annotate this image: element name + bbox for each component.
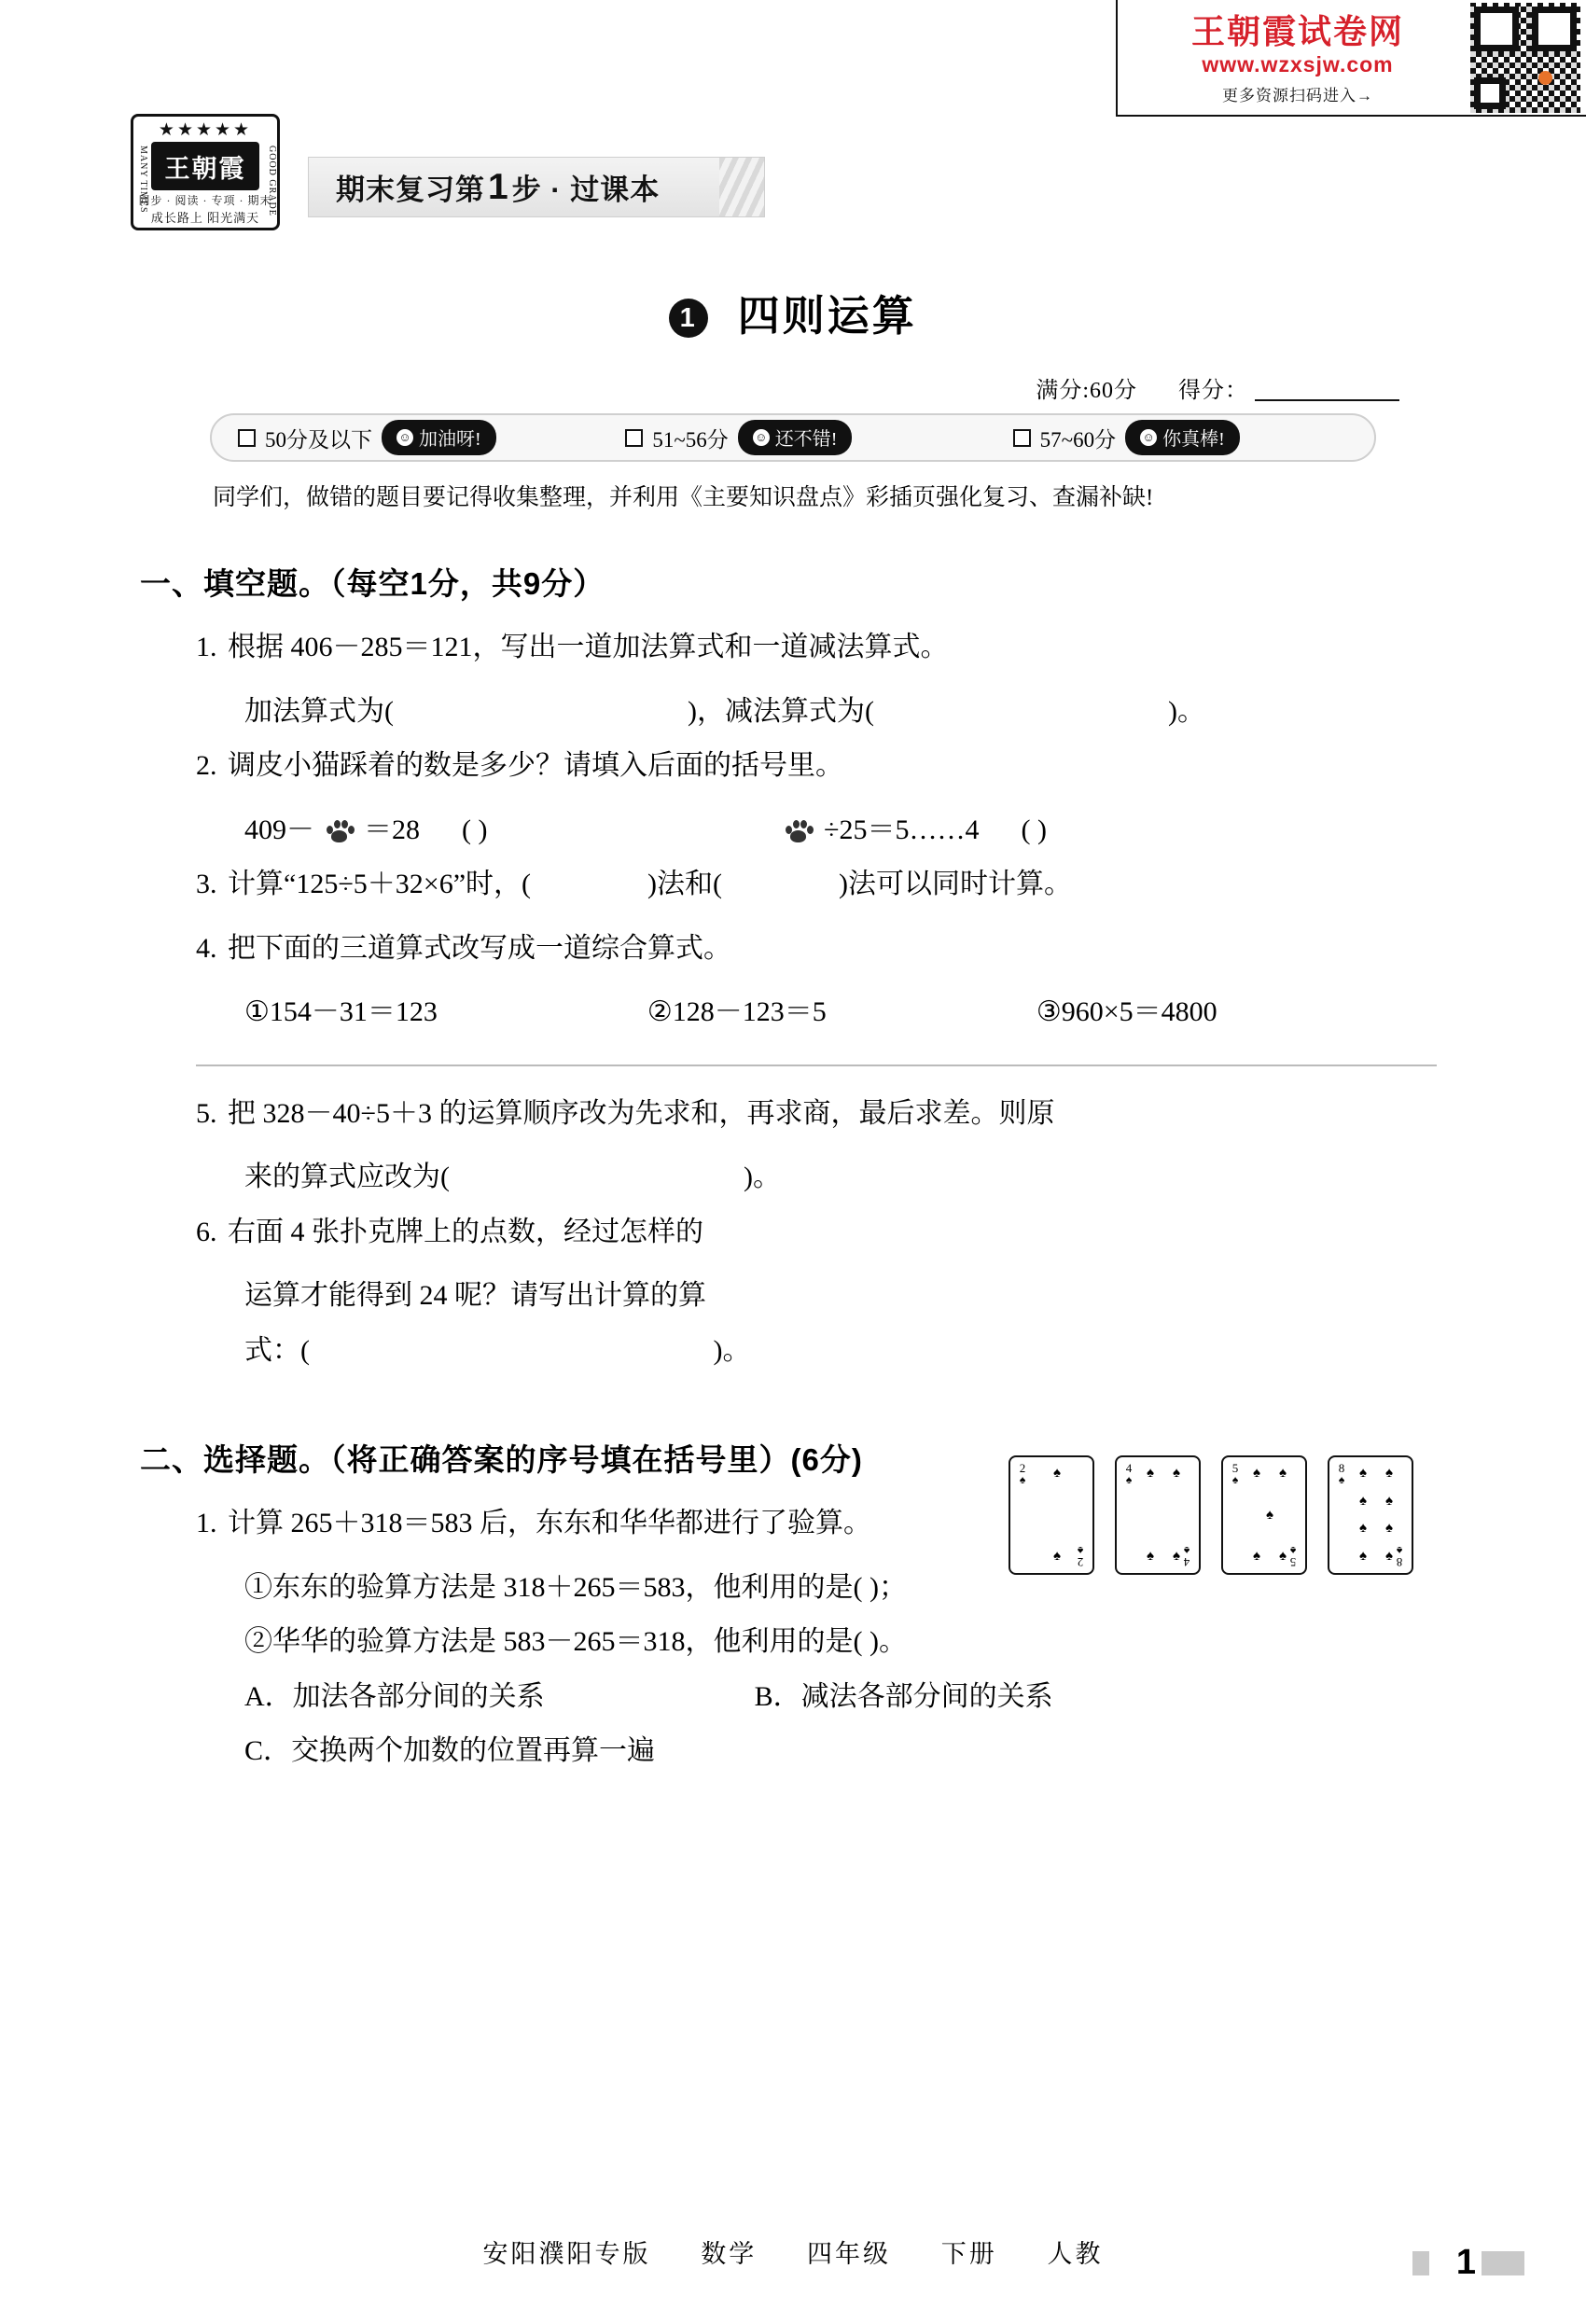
question-1-6-answer-line (244, 1324, 1586, 1379)
spade-icon: ♠ (1338, 1473, 1345, 1486)
equation-2: ②128－123＝5 (647, 996, 827, 1027)
page-footer (0, 2234, 1586, 2270)
brand-subtitle: 更多资源扫码进入→ (1222, 86, 1373, 104)
question-text-b: )法和( (647, 869, 722, 899)
page-title (0, 282, 1586, 342)
question-2-1-sub-2[interactable]: ②华华的验算方法是 583－265＝318，他利用的是( )。 (244, 1626, 907, 1657)
qr-code-icon (1470, 3, 1580, 113)
eval-label-3: 57~60分 (1039, 427, 1117, 452)
eval-pill-text-3: 你真棒! (1162, 429, 1225, 450)
eq-right-suffix: ÷25＝5……4 (823, 814, 980, 845)
publisher-logo (131, 114, 280, 230)
spade-icon: ♠ (1019, 1473, 1026, 1486)
playing-card-3 (1221, 1455, 1307, 1575)
score-input-blank[interactable] (1255, 399, 1399, 401)
question-number: 5. (196, 1097, 217, 1129)
answer-prompt-b: )。 (744, 1162, 781, 1192)
question-text: 把 328－40÷5＋3 的运算顺序改为先求和，再求商，最后求差。则原 (228, 1097, 1055, 1129)
eval-option-2[interactable] (599, 420, 986, 455)
question-text: 计算 265＋318＝583 后，东东和华华都进行了验算。 (228, 1508, 871, 1538)
self-evaluation-bar (210, 413, 1376, 462)
question-text: 调皮小猫踩着的数是多少？请填入后面的括号里。 (228, 750, 843, 781)
eval-pill-text-1: 加油呀! (419, 429, 481, 450)
eval-label-2: 51~56分 (652, 427, 729, 452)
brand-banner (1116, 0, 1586, 117)
logo-sub2: 成长路上 阳光满天 (150, 211, 260, 225)
logo-stars: ★★★★★ (158, 120, 253, 140)
eq-left-prefix: 409－ (244, 814, 314, 845)
playing-card-1 (1009, 1455, 1094, 1575)
question-1-3 (196, 857, 1437, 912)
card-pips: ♠ ♠ ♠ ♠ ♠ (1253, 1466, 1287, 1564)
spade-icon: ♠ (1289, 1544, 1297, 1557)
card-pips: ♠ ♠ ♠ ♠ (1147, 1466, 1180, 1564)
score-full: 满分:60分 (1036, 379, 1137, 403)
card-rank: 8 (1396, 1555, 1403, 1569)
card-pips: ♠ ♠ (1053, 1466, 1061, 1564)
option-a[interactable]: A．加法各部分间的关系 (244, 1680, 545, 1712)
eval-pill-3 (1125, 420, 1240, 455)
logo-side-right: GOOD GRADE (267, 146, 277, 216)
question-1-6 (196, 1205, 1437, 1260)
logo-sub1: 同步 · 阅读 · 专项 · 期末 (138, 194, 272, 207)
spade-icon: ♠ (1231, 1473, 1239, 1486)
checkbox-icon[interactable] (1013, 429, 1031, 447)
equation-3: ③960×5＝4800 (1036, 996, 1217, 1027)
smiley-icon: ☺ (753, 429, 770, 446)
eval-option-3[interactable] (987, 420, 1374, 455)
ribbon-prefix: 期末复习第 (336, 174, 485, 206)
checkbox-icon[interactable] (238, 429, 256, 447)
eval-label-1: 50分及以下 (265, 427, 372, 452)
question-number: 2. (196, 750, 217, 781)
ribbon-header (308, 157, 765, 217)
question-1-2-equations (244, 803, 1586, 858)
question-2-1-sub-1[interactable]: ①东东的验算方法是 318＋265＝583，他利用的是( )； (244, 1571, 907, 1603)
page-number: 1 (1455, 2243, 1476, 2282)
question-number: 1. (196, 1508, 217, 1538)
question-1-4 (196, 922, 1437, 977)
ribbon-suffix: 步 · 过课本 (511, 174, 661, 206)
footer-edition: 安阳濮阳专版 (482, 2240, 651, 2268)
playing-card-2 (1115, 1455, 1201, 1575)
footer-term: 下册 (940, 2240, 997, 2268)
question-text-a: 计算“125÷5＋32×6”时，( (228, 869, 532, 899)
answer-prompt-b: )。 (713, 1334, 751, 1366)
score-got-label: 得分： (1178, 379, 1248, 403)
option-c[interactable]: C．交换两个加数的位置再算一遍 (244, 1735, 656, 1766)
footer-grade: 四年级 (807, 2240, 891, 2268)
brand-url: www.wzxsjw.com (1202, 51, 1394, 77)
question-text-line-1: 右面 4 张扑克牌上的点数，经过怎样的 (228, 1216, 703, 1247)
question-1-1 (196, 620, 1437, 675)
footer-subject: 数学 (701, 2240, 758, 2268)
question-number: 4. (196, 932, 217, 964)
question-number: 3. (196, 869, 217, 899)
question-1-4-equations (244, 985, 1586, 1040)
card-rank: 5 (1289, 1555, 1297, 1569)
answer-prompt-c: )。 (1167, 695, 1205, 727)
question-number: 6. (196, 1216, 217, 1247)
smiley-icon: ☺ (1140, 429, 1157, 446)
spade-icon: ♠ (1183, 1544, 1190, 1557)
eval-pill-1 (382, 420, 496, 455)
answer-prompt-b: )，减法算式为( (688, 695, 874, 727)
question-1-5 (196, 1087, 1437, 1142)
question-1-1-answer-line (244, 685, 1586, 740)
study-tip: 同学们，做错的题目要记得收集整理，并利用《主要知识盘点》彩插页强化复习、查漏补缺! (213, 485, 1154, 510)
question-2-1-options-row-1 (244, 1670, 1586, 1725)
cat-paw-icon (326, 818, 354, 842)
ribbon-step: 1 (488, 166, 509, 207)
question-2-1-options-row-2 (244, 1724, 1586, 1779)
option-b[interactable]: B．减法各部分间的关系 (754, 1680, 1053, 1712)
card-rank: 5 (1231, 1461, 1239, 1475)
question-1-5-answer-line (244, 1150, 1586, 1205)
cat-paw-icon (785, 818, 813, 842)
section-divider (196, 1065, 1437, 1066)
checkbox-icon[interactable] (625, 429, 643, 447)
card-rank: 2 (1019, 1461, 1026, 1475)
brand-title: 王朝霞试卷网 (1190, 12, 1404, 51)
logo-name: 王朝霞 (151, 142, 259, 190)
question-text: 把下面的三道算式改写成一道综合算式。 (228, 932, 731, 964)
question-1-2 (196, 739, 1437, 794)
spade-icon: ♠ (1396, 1544, 1403, 1557)
smiley-icon: ☺ (396, 429, 413, 446)
question-text: 根据 406－285＝121，写出一道加法算式和一道减法算式。 (228, 632, 949, 662)
card-rank: 4 (1125, 1461, 1133, 1475)
equation-1: ①154－31＝123 (244, 996, 438, 1027)
page-title-text: 四则运算 (737, 292, 917, 340)
eval-option-1[interactable] (212, 420, 599, 455)
exercise-body (0, 560, 1586, 1779)
score-line (1036, 371, 1399, 404)
playing-card-group (1009, 1455, 1413, 1575)
logo-side-left: MANY TIMES (138, 146, 148, 214)
eq-right-answer-paren[interactable]: ( ) (1021, 814, 1047, 845)
answer-prompt-a: 加法算式为( (244, 695, 394, 727)
spade-icon: ♠ (1125, 1473, 1133, 1486)
answer-prompt-a: 式：( (244, 1334, 310, 1366)
footer-decor-block-left (1412, 2251, 1429, 2275)
section-heading-1: 一、填空题。（每空1分，共9分） (140, 566, 605, 601)
footer-decor-block-right (1482, 2251, 1524, 2275)
spade-icon: ♠ (1077, 1544, 1084, 1557)
footer-press: 人教 (1047, 2240, 1104, 2268)
answer-prompt-a: 来的算式应改为( (244, 1162, 450, 1192)
question-number: 1. (196, 632, 217, 662)
eval-pill-text-2: 还不错! (774, 429, 838, 450)
page-title-index: 1 (669, 299, 708, 338)
card-rank: 8 (1338, 1461, 1345, 1475)
eq-left-suffix: ＝28 (364, 814, 420, 845)
section-heading-2: 二、选择题。（将正确答案的序号填在括号里）(6分) (140, 1442, 863, 1477)
question-text-c: )法可以同时计算。 (839, 869, 1072, 899)
card-rank: 4 (1183, 1555, 1190, 1569)
card-rank: 2 (1077, 1555, 1084, 1569)
playing-card-4 (1328, 1455, 1413, 1575)
card-pips: ♠ ♠ ♠ ♠ ♠ ♠ ♠ ♠ (1359, 1466, 1393, 1564)
eq-left-answer-paren[interactable]: ( ) (462, 814, 488, 845)
question-1-6-line-2: 运算才能得到 24 呢？请写出计算的算 (244, 1280, 706, 1311)
eval-pill-2 (738, 420, 853, 455)
